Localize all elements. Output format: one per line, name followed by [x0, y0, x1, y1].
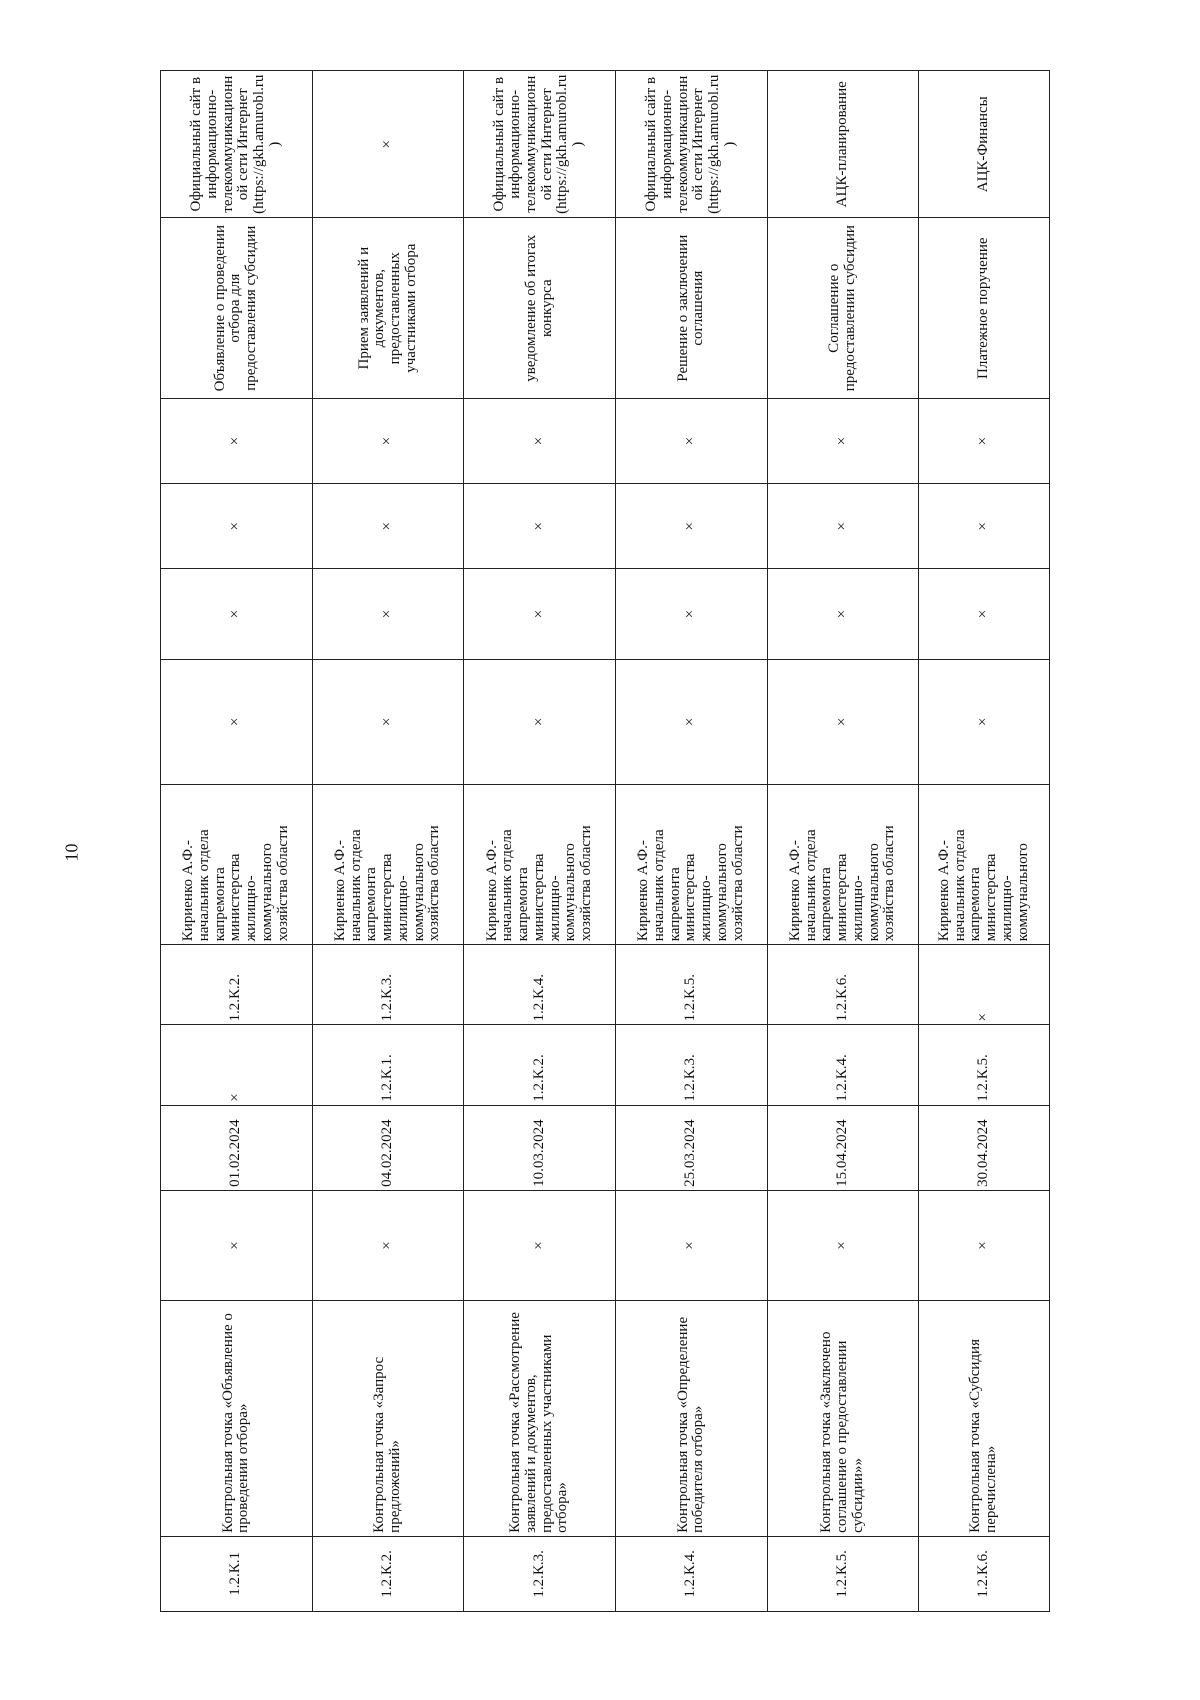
table-row [919, 71, 1050, 1612]
date-cell: 10.03.2024 [464, 1105, 616, 1190]
information-system-cell: Официальный сайт в информационно-телекоммуникационной сети Интернет (https://gkh.amurobl.ru) [464, 71, 616, 218]
table-row [312, 71, 464, 1612]
cell-mark: × [464, 1190, 616, 1300]
date-cell: 15.04.2024 [767, 1105, 919, 1190]
row-number: 1.2.К.1 [161, 1536, 313, 1611]
cell-mark: × [616, 1190, 768, 1300]
cell-mark: × [919, 569, 1050, 659]
cell-mark: × [616, 569, 768, 659]
cell-mark: × [616, 484, 768, 569]
cell-mark: × [919, 398, 1050, 483]
cell-mark: × [161, 398, 313, 483]
responsible-cell: Кириенко А.Ф.- начальник отдела капремонта министерства жилищно-коммунального [919, 784, 1050, 944]
date-cell: 25.03.2024 [616, 1105, 768, 1190]
control-points-table [160, 70, 1050, 1612]
rotated-table-wrapper [160, 70, 1050, 1612]
row-number: 1.2.К.4. [616, 1536, 768, 1611]
cell-mark: × [161, 1190, 313, 1300]
successor-cell: 1.2.К.6. [767, 945, 919, 1025]
cell-mark: × [312, 1190, 464, 1300]
cell-mark: × [616, 659, 768, 784]
table-row [161, 71, 313, 1612]
row-number: 1.2.К.5. [767, 1536, 919, 1611]
predecessor-cell: 1.2.К.2. [464, 1025, 616, 1105]
information-system-cell: АЦК-планирование [767, 71, 919, 218]
document-cell: Соглашение о предоставлении субсидии [767, 218, 919, 398]
successor-cell: 1.2.К.3. [312, 945, 464, 1025]
responsible-cell: Кириенко А.Ф.- начальник отдела капремонта министерства жилищно-коммунального хозяйства области [464, 784, 616, 944]
cell-mark: × [919, 484, 1050, 569]
cell-mark: × [767, 659, 919, 784]
cell-mark: × [767, 1190, 919, 1300]
date-cell: 04.02.2024 [312, 1105, 464, 1190]
cell-mark: × [312, 484, 464, 569]
cell-mark: × [919, 659, 1050, 784]
cell-mark: × [464, 659, 616, 784]
row-number: 1.2.К.3. [464, 1536, 616, 1611]
document-cell: уведомление об итогах конкурса [464, 218, 616, 398]
control-point-name: Контрольная точка «Рассмотрение заявлений и документов, предоставленных участниками отбора» [464, 1301, 616, 1537]
control-point-name: Контрольная точка «Объявление о проведении отбора» [161, 1301, 313, 1537]
cell-mark: × [312, 569, 464, 659]
cell-mark: × [464, 569, 616, 659]
date-cell: 01.02.2024 [161, 1105, 313, 1190]
responsible-cell: Кириенко А.Ф.- начальник отдела капремонта министерства жилищно-коммунального хозяйства области [767, 784, 919, 944]
predecessor-cell: 1.2.К.1. [312, 1025, 464, 1105]
information-system-cell: Официальный сайт в информационно-телекоммуникационной сети Интернет (https://gkh.amurobl.ru) [161, 71, 313, 218]
predecessor-cell: 1.2.К.3. [616, 1025, 768, 1105]
responsible-cell: Кириенко А.Ф.- начальник отдела капремонта министерства жилищно-коммунального хозяйства области [161, 784, 313, 944]
information-system-cell: Официальный сайт в информационно-телекоммуникационной сети Интернет (https://gkh.amurobl.ru) [616, 71, 768, 218]
information-system-cell: АЦК-Финансы [919, 71, 1050, 218]
predecessor-cell: × [161, 1025, 313, 1105]
cell-mark: × [161, 659, 313, 784]
predecessor-cell: 1.2.К.4. [767, 1025, 919, 1105]
cell-mark: × [464, 484, 616, 569]
cell-mark: × [161, 569, 313, 659]
successor-cell: 1.2.К.4. [464, 945, 616, 1025]
cell-mark: × [919, 1190, 1050, 1300]
control-point-name: Контрольная точка «Субсидия перечислена» [919, 1301, 1050, 1537]
information-system-cell: × [312, 71, 464, 218]
page-number: 10 [61, 843, 82, 862]
document-cell: Платежное поручение [919, 218, 1050, 398]
cell-mark: × [161, 484, 313, 569]
cell-mark: × [312, 659, 464, 784]
table-row [767, 71, 919, 1612]
document-cell: Решение о заключении соглашения [616, 218, 768, 398]
cell-mark: × [767, 398, 919, 483]
control-point-name: Контрольная точка «Определение победителя отбора» [616, 1301, 768, 1537]
document-cell: Объявление о проведении отбора для предоставления субсидии [161, 218, 313, 398]
row-number: 1.2.К.6. [919, 1536, 1050, 1611]
document-cell: Прием заявлений и документов, предоставленных участниками отбора [312, 218, 464, 398]
responsible-cell: Кириенко А.Ф.- начальник отдела капремонта министерства жилищно-коммунального хозяйства области [312, 784, 464, 944]
table-row [464, 71, 616, 1612]
cell-mark: × [767, 484, 919, 569]
cell-mark: × [616, 398, 768, 483]
table-row [616, 71, 768, 1612]
successor-cell: × [919, 945, 1050, 1025]
date-cell: 30.04.2024 [919, 1105, 1050, 1190]
successor-cell: 1.2.К.2. [161, 945, 313, 1025]
cell-mark: × [767, 569, 919, 659]
successor-cell: 1.2.К.5. [616, 945, 768, 1025]
row-number: 1.2.К.2. [312, 1536, 464, 1611]
control-point-name: Контрольная точка «Заключено соглашение о предоставлении субсидии»» [767, 1301, 919, 1537]
cell-mark: × [312, 398, 464, 483]
predecessor-cell: 1.2.К.5. [919, 1025, 1050, 1105]
control-point-name: Контрольная точка «Запрос предложений» [312, 1301, 464, 1537]
cell-mark: × [464, 398, 616, 483]
responsible-cell: Кириенко А.Ф.- начальник отдела капремонта министерства жилищно-коммунального хозяйства области [616, 784, 768, 944]
